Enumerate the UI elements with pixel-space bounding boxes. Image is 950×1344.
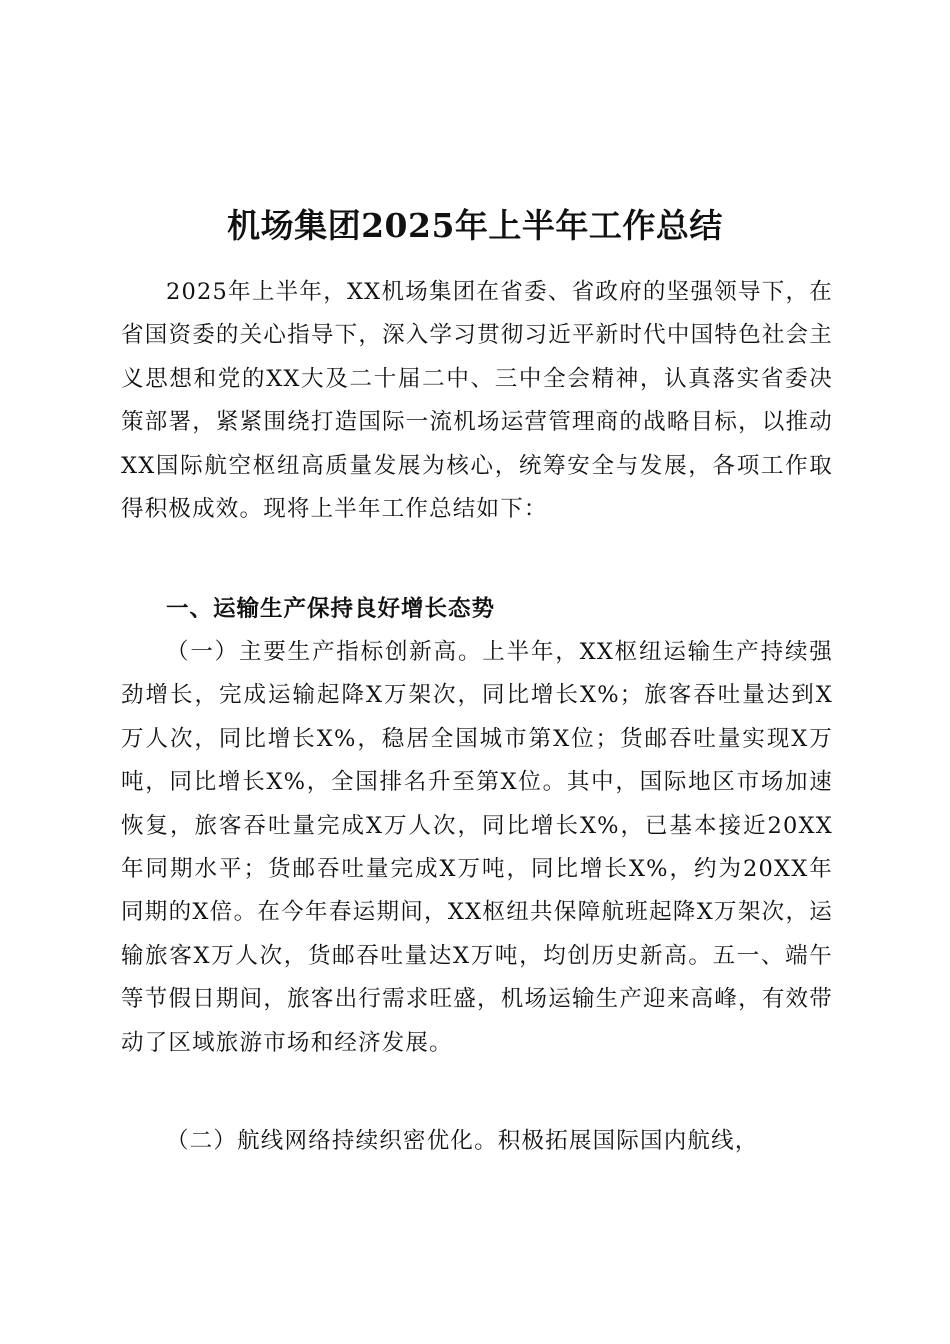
section-heading: 一、运输生产保持良好增长态势 [166, 596, 496, 622]
document-title: 机场集团2025年上半年工作总结 [227, 206, 723, 246]
intro-paragraph: 2025年上半年，XX机场集团在省委、省政府的坚强领导下，在省国资委的关心指导下，深入学习贯彻习近平新时代中国特色社会主义思想和党的XX大及二十届二中、三中全会精神，认真落实省委决策部署，紧紧围绕打造国际一流机场运营管理商的战略目标，以推动XX国际航空枢纽高质量发展为核心，统筹安全与发展，各项工作取得积极成效。现将上半年工作总结如下： [121, 279, 833, 523]
section-paragraph: （二）航线网络持续织密优化。积极拓展国际国内航线， [166, 1128, 759, 1154]
section-paragraph: （一）主要生产指标创新高。上半年，XX枢纽运输生产持续强劲增长，完成运输起降X万架次，同比增长X%；旅客吞吐量达到X万人次，同比增长X%，稳居全国城市第X位；货邮吞吐量实现X万吨，同比增长X%，全国排名升至第X位。其中，国际地区市场加速恢复，旅客吞吐量完成X万人次，同比增长X%，已基本接近20XX年同期水平；货邮吞吐量完成X万吨，同比增长X%，约为20XX年同期的X倍。在今年春运期间，XX枢纽共保障航班起降X万架次，运输旅客X万人次，货邮吞吐量达X万吨，均创历史新高。五一、端午等节假日期间，旅客出行需求旺盛，机场运输生产迎来高峰，有效带动了区域旅游市场和经济发展。 [121, 639, 833, 1056]
